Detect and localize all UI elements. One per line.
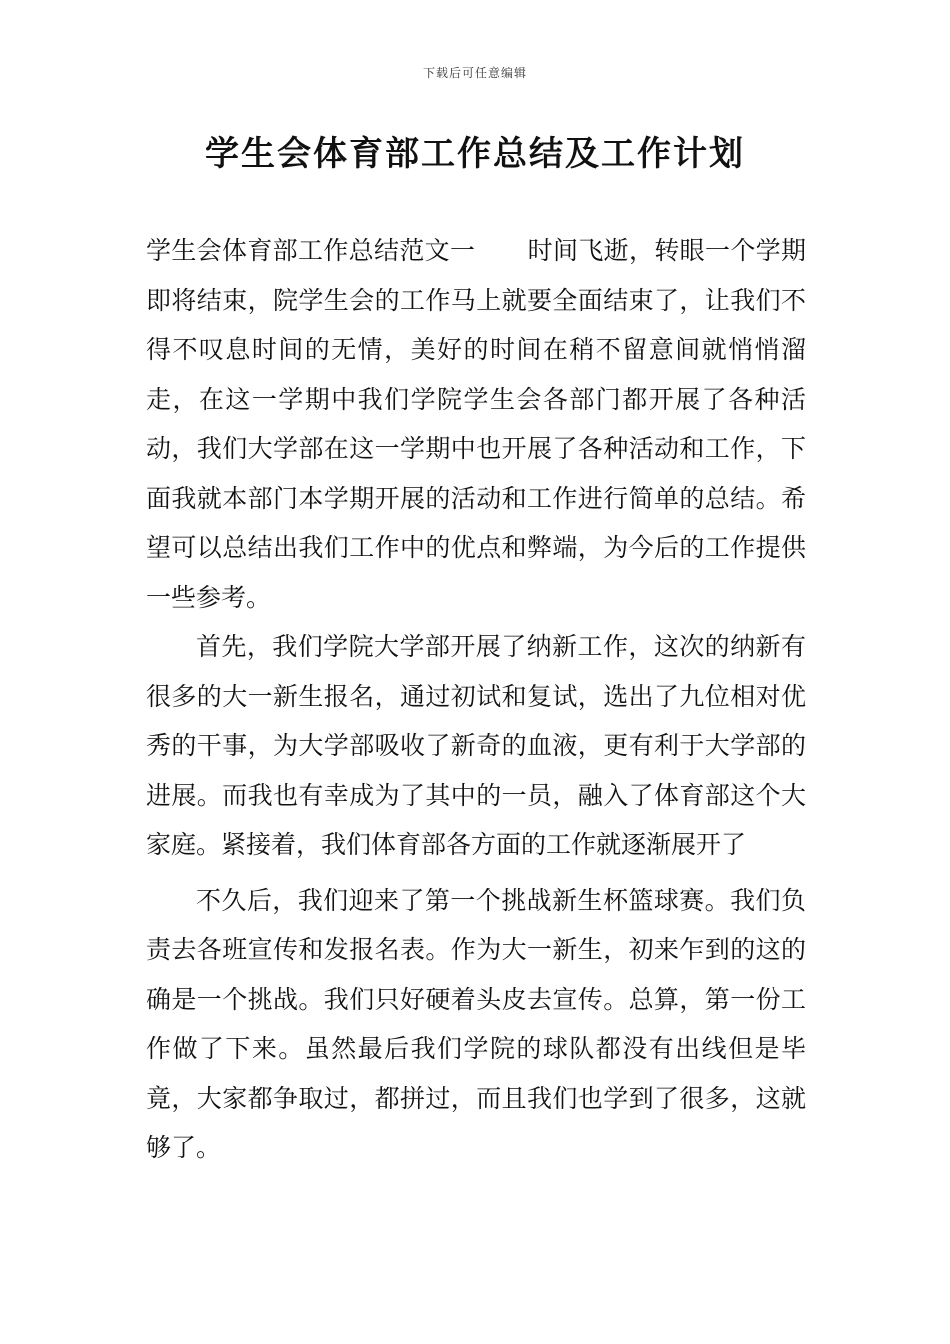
body-paragraph-2: 不久后，我们迎来了第一个挑战新生杯篮球赛。我们负责去各班宣传和发报名表。作为大一新生，初来乍到的这的确是一个挑战。我们只好硬着头皮去宣传。总算，第一份工作做了下来。虽然最后我们学院的球队都没有出线但是毕竟，大家都争取过，都拼过，而且我们也学到了很多，这就够了。 [146, 885, 806, 1162]
document-title: 学生会体育部工作总结及工作计划 [205, 134, 745, 174]
document-body [146, 226, 806, 1173]
body-paragraph-1: 首先，我们学院大学部开展了纳新工作，这次的纳新有很多的大一新生报名，通过初试和复试，选出了九位相对优秀的干事，为大学部吸收了新奇的血液，更有利于大学部的进展。而我也有幸成为了其中的一员，融入了体育部这个大家庭。紧接着，我们体育部各方面的工作就逐渐展开了 [146, 632, 806, 859]
intro-text: 时间飞逝，转眼一个学期即将结束，院学生会的工作马上就要全面结束了，让我们不得不叹息时间的无情，美好的时间在稍不留意间就悄悄溜走，在这一学期中我们学院学生会各部门都开展了各种活动，我们大学部在这一学期中也开展了各种活动和工作，下面我就本部门本学期开展的活动和工作进行简单的总结。希望可以总结出我们工作中的优点和弊端，为今后的工作提供一些参考。 [146, 236, 806, 612]
intro-paragraph [146, 226, 806, 622]
intro-lead: 学生会体育部工作总结范文一 [146, 236, 476, 265]
page-header-note: 下载后可任意编辑 [422, 66, 527, 80]
